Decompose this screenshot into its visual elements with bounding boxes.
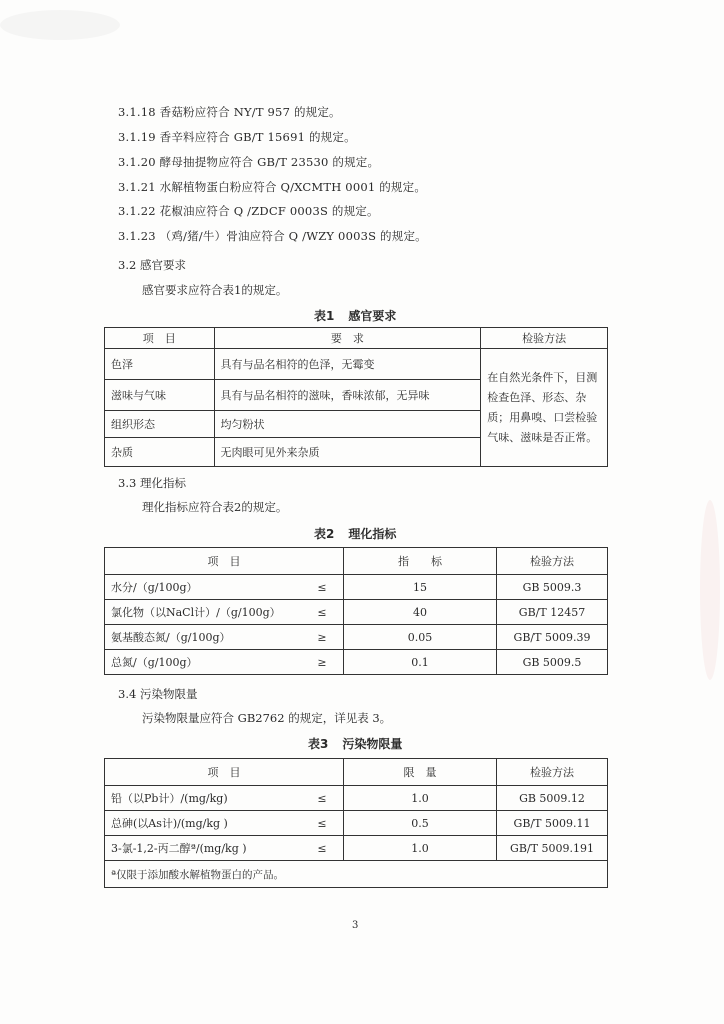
table1-cell-requirement: 具有与品名相符的色泽，无霉变: [214, 349, 481, 380]
clause-3-1-23: 3.1.23 （鸡/猪/牛）骨油应符合 Q /WZY 0003S 的规定。: [118, 229, 427, 243]
table2-cell-value: 0.1: [344, 650, 497, 675]
section-3-3-heading: 3.3 理化指标: [118, 476, 186, 490]
table1-cell-method: 在自然光条件下，目测检查色泽、形态、杂质；用鼻嗅、口尝检验气味、滋味是否正常。: [481, 349, 608, 467]
table-row: [105, 811, 608, 836]
table2-cell-item: 水分/（g/100g）: [105, 575, 302, 600]
table3-footnote: ª仅限于添加酸水解植物蛋白的产品。: [105, 861, 608, 888]
scan-smudge: [0, 10, 120, 40]
table3-cell-symbol: ≤: [301, 811, 344, 836]
table3-cell-symbol: ≤: [301, 786, 344, 811]
table1-cell-item: 色泽: [105, 349, 215, 380]
table2-cell-value: 0.05: [344, 625, 497, 650]
table1-header-item: 项 目: [105, 328, 215, 349]
section-3-4-text: 污染物限量应符合 GB2762 的规定，详见表 3。: [142, 711, 392, 725]
table-row: [105, 786, 608, 811]
physicochemical-table: [104, 547, 608, 675]
contaminant-limits-table: [104, 758, 608, 888]
table1-cell-requirement: 具有与品名相符的滋味，香味浓郁，无异味: [214, 380, 481, 411]
table3-cell-item: 3-氯-1,2-丙二醇ª/(mg/kg ): [105, 836, 302, 861]
sensory-requirements-table: [104, 327, 608, 467]
page-number: 3: [352, 920, 359, 931]
table-row: [105, 861, 608, 888]
table-row: [105, 600, 608, 625]
table2-cell-symbol: ≤: [301, 600, 344, 625]
table3-cell-item: 铅（以Pb计）/(mg/kg): [105, 786, 302, 811]
table-row: [105, 650, 608, 675]
table3-cell-limit: 0.5: [344, 811, 497, 836]
table-row: [105, 349, 608, 380]
table3-header-item: 项 目: [105, 759, 344, 786]
table2-cell-symbol: ≥: [301, 650, 344, 675]
table3-caption-number: 表3: [308, 737, 329, 751]
table2-cell-value: 40: [344, 600, 497, 625]
table2-cell-method: GB 5009.3: [497, 575, 608, 600]
table3-cell-method: GB 5009.12: [497, 786, 608, 811]
section-3-4-heading: 3.4 污染物限量: [118, 687, 198, 701]
table2-cell-symbol: ≤: [301, 575, 344, 600]
clause-3-1-21: 3.1.21 水解植物蛋白粉应符合 Q/XCMTH 0001 的规定。: [118, 180, 427, 194]
table1-caption-number: 表1: [314, 309, 335, 323]
table1-caption: [314, 307, 396, 324]
scan-smudge: [700, 500, 720, 680]
clause-3-1-19: 3.1.19 香辛料应符合 GB/T 15691 的规定。: [118, 130, 356, 144]
table1-cell-item: 组织形态: [105, 411, 215, 438]
table2-cell-method: GB/T 5009.39: [497, 625, 608, 650]
table2-caption-title: 理化指标: [348, 527, 397, 541]
table1-header-method: 检验方法: [481, 328, 608, 349]
table-header-row: [105, 328, 608, 349]
table2-cell-item: 总氮/（g/100g）: [105, 650, 302, 675]
table2-cell-method: GB/T 12457: [497, 600, 608, 625]
table3-header-limit: 限 量: [344, 759, 497, 786]
table3-caption-title: 污染物限量: [342, 737, 403, 751]
table2-caption-number: 表2: [314, 527, 335, 541]
clause-3-1-22: 3.1.22 花椒油应符合 Q /ZDCF 0003S 的规定。: [118, 204, 379, 218]
clause-3-1-20: 3.1.20 酵母抽提物应符合 GB/T 23530 的规定。: [118, 155, 380, 169]
table3-cell-limit: 1.0: [344, 786, 497, 811]
table1-cell-requirement: 均匀粉状: [214, 411, 481, 438]
table2-cell-item: 氨基酸态氮/（g/100g）: [105, 625, 302, 650]
section-3-3-text: 理化指标应符合表2的规定。: [142, 500, 288, 514]
table2-cell-value: 15: [344, 575, 497, 600]
table3-header-method: 检验方法: [497, 759, 608, 786]
table-row: [105, 836, 608, 861]
table2-cell-method: GB 5009.5: [497, 650, 608, 675]
table2-header-item: 项 目: [105, 548, 344, 575]
table2-cell-item: 氯化物（以NaCl计）/（g/100g）: [105, 600, 302, 625]
table1-header-requirement: 要 求: [214, 328, 481, 349]
table3-cell-method: GB/T 5009.11: [497, 811, 608, 836]
table-row: [105, 575, 608, 600]
table1-cell-requirement: 无肉眼可见外来杂质: [214, 438, 481, 467]
table3-cell-symbol: ≤: [301, 836, 344, 861]
table-row: [105, 625, 608, 650]
table3-cell-limit: 1.0: [344, 836, 497, 861]
table1-caption-title: 感官要求: [348, 309, 397, 323]
table2-header-method: 检验方法: [497, 548, 608, 575]
table2-header-value: 指 标: [344, 548, 497, 575]
table2-caption: [314, 525, 396, 542]
clause-3-1-18: 3.1.18 香菇粉应符合 NY/T 957 的规定。: [118, 105, 341, 119]
table3-cell-item: 总砷(以As计)/(mg/kg ): [105, 811, 302, 836]
table2-cell-symbol: ≥: [301, 625, 344, 650]
table-header-row: [105, 759, 608, 786]
table1-cell-item: 杂质: [105, 438, 215, 467]
table3-cell-method: GB/T 5009.191: [497, 836, 608, 861]
table3-caption: [308, 735, 402, 752]
section-3-2-text: 感官要求应符合表1的规定。: [142, 283, 288, 297]
section-3-2-heading: 3.2 感官要求: [118, 258, 186, 272]
table1-cell-item: 滋味与气味: [105, 380, 215, 411]
table-header-row: [105, 548, 608, 575]
